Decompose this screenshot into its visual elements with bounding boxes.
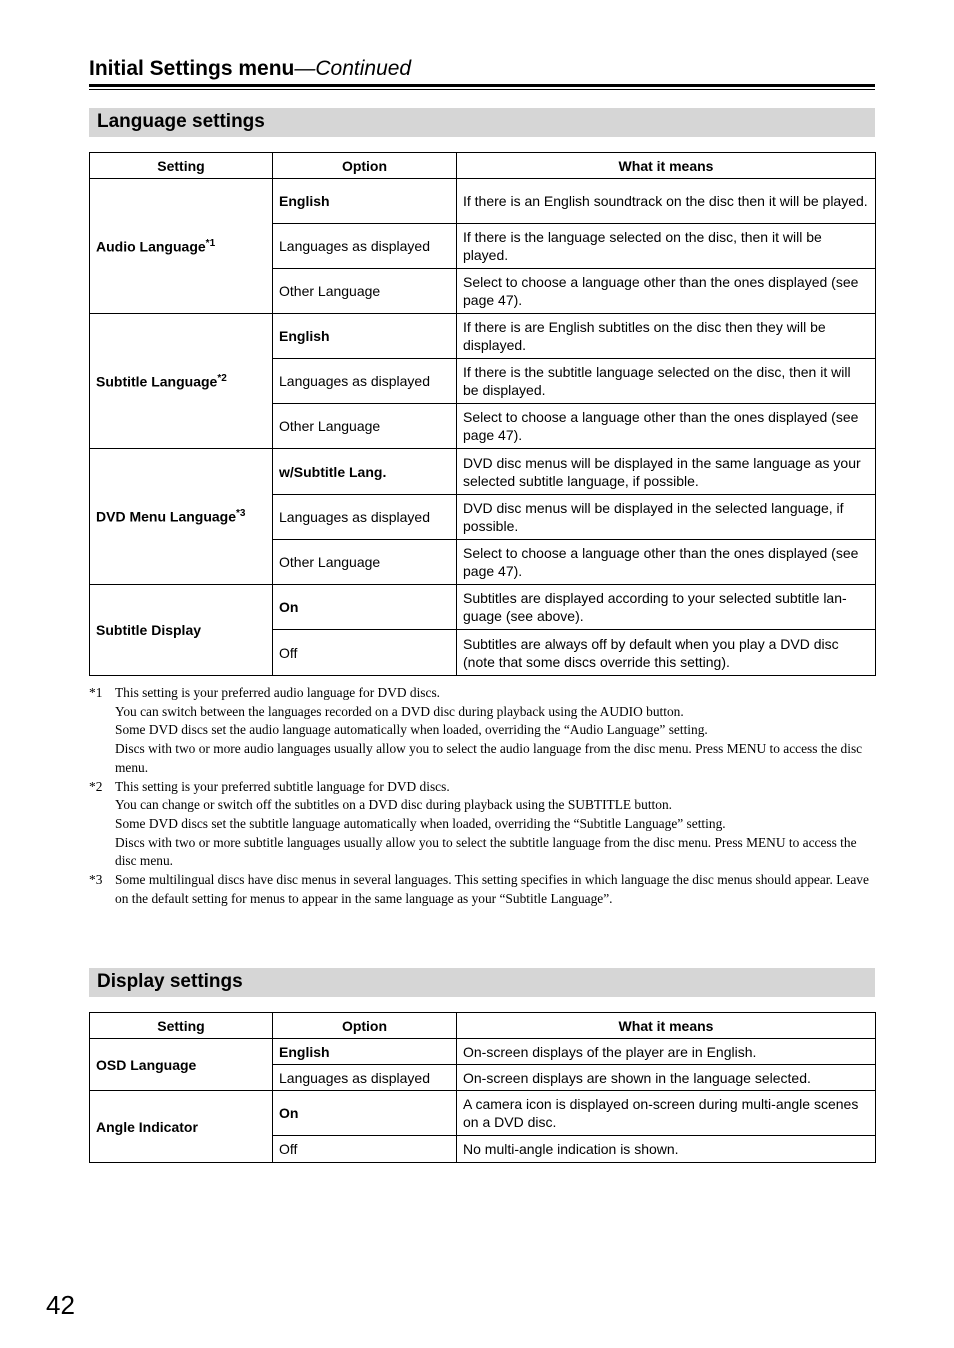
footnote-mark: *3 — [89, 872, 103, 888]
setting-cell — [90, 1039, 273, 1091]
option-cell: Off — [273, 1136, 457, 1163]
setting-cell — [90, 1091, 273, 1163]
table-row — [90, 1039, 876, 1065]
meaning-cell: If there is the language selected on the disc, then it will be played. — [457, 224, 876, 269]
footnote-line: You can change or switch off the subtitles on a DVD disc during playback using the SUBTITLE button. — [115, 797, 672, 813]
option-cell: Off — [273, 630, 457, 676]
page-number: 42 — [46, 1290, 75, 1320]
footnote-mark: *2 — [89, 778, 103, 794]
language-settings-title: Language settings — [97, 111, 265, 132]
footnote-ref: *3 — [236, 508, 246, 520]
header-rule-thick — [89, 84, 875, 87]
page-title-continued: —Continued — [294, 57, 412, 80]
option-cell: Languages as displayed — [273, 1065, 457, 1091]
meaning-cell: No multi-angle indication is shown. — [457, 1136, 876, 1163]
footnote-line: Some multilingual discs have disc menus in several languages. This setting specifies in which language the disc menus should appear. Leave on the default setting for menus to appear in the same language as your “Subtitle Language”. — [115, 872, 869, 906]
meaning-cell: Subtitles are displayed according to your selected subtitle lan-guage (see above). — [457, 585, 876, 630]
option-cell: On — [273, 1091, 457, 1136]
meaning-cell: DVD disc menus will be displayed in the selected language, if possible. — [457, 495, 876, 540]
table-header-row — [90, 1013, 876, 1039]
footnote-mark: *1 — [89, 685, 103, 700]
footnote-item — [89, 684, 875, 778]
option-cell: English — [273, 179, 457, 224]
footnotes — [89, 684, 875, 908]
table-header-row — [90, 153, 876, 179]
meaning-cell: DVD disc menus will be displayed in the same language as your selected subtitle language, if possible. — [457, 449, 876, 495]
meaning-cell: Select to choose a language other than the ones displayed (see page 47). — [457, 540, 876, 585]
footnote-ref: *2 — [217, 372, 227, 384]
setting-label: Audio Language — [96, 238, 206, 255]
setting-cell — [90, 585, 273, 676]
footnote-line: Some DVD discs set the subtitle language automatically when loaded, overriding the “Subtitle Language” setting. — [115, 815, 726, 831]
footnote-line: This setting is your preferred subtitle language for DVD discs. — [115, 778, 450, 794]
option-cell: Other Language — [273, 269, 457, 314]
table-row — [90, 1091, 876, 1136]
footnote-line: Some DVD discs set the audio language automatically when loaded, overriding the “Audio Language” setting. — [115, 722, 708, 738]
page-title-main: Initial Settings menu — [89, 57, 295, 80]
setting-label: Subtitle Display — [96, 622, 202, 638]
column-header: Option — [273, 1013, 457, 1039]
column-header: Option — [273, 153, 457, 179]
page-header — [89, 55, 875, 90]
meaning-cell: Select to choose a language other than the ones displayed (see page 47). — [457, 404, 876, 449]
option-cell: English — [273, 314, 457, 359]
meaning-cell: Select to choose a language other than the ones displayed (see page 47). — [457, 269, 876, 314]
setting-cell — [90, 314, 273, 449]
meaning-cell: Subtitles are always off by default when you play a DVD disc (note that some discs override this setting). — [457, 630, 876, 676]
meaning-cell: If there is the subtitle language selected on the disc, then it will be displayed. — [457, 359, 876, 404]
option-cell: Other Language — [273, 404, 457, 449]
footnote-line: Discs with two or more audio languages usually allow you to select the audio language from the disc menu. Press MENU to access the disc menu. — [115, 741, 863, 775]
option-cell: Languages as displayed — [273, 359, 457, 404]
table-row — [90, 179, 876, 224]
display-settings-heading — [89, 968, 875, 997]
footnote-text — [115, 778, 875, 872]
footnote-item — [89, 871, 875, 908]
language-settings-heading — [89, 108, 875, 137]
footnote-text — [115, 684, 875, 778]
setting-label: DVD Menu Language — [96, 508, 237, 525]
meaning-cell: On-screen displays are shown in the language selected. — [457, 1065, 876, 1091]
meaning-cell: If there is an English soundtrack on the disc then it will be played. — [457, 179, 876, 224]
table-row — [90, 585, 876, 630]
column-header: What it means — [457, 153, 876, 179]
table-row — [90, 449, 876, 495]
option-cell: On — [273, 585, 457, 630]
option-cell: Languages as displayed — [273, 224, 457, 269]
setting-label: Subtitle Language — [96, 373, 218, 390]
meaning-cell: On-screen displays of the player are in English. — [457, 1039, 876, 1065]
display-settings-title: Display settings — [97, 971, 243, 992]
setting-label: OSD Language — [96, 1056, 197, 1073]
page-title — [89, 55, 875, 83]
footnote-line: Discs with two or more subtitle languages usually allow you to select the subtitle language from the disc menu. Press MENU to access the disc menu. — [115, 834, 857, 869]
column-header: Setting — [90, 153, 273, 179]
meaning-cell: If there is are English subtitles on the disc then they will be displayed. — [457, 314, 876, 359]
footnote-text — [115, 871, 875, 908]
column-header: What it means — [457, 1013, 876, 1039]
column-header: Setting — [90, 1013, 273, 1039]
option-cell: w/Subtitle Lang. — [273, 449, 457, 495]
option-cell: Languages as displayed — [273, 495, 457, 540]
language-settings-table — [89, 152, 876, 676]
option-cell: English — [273, 1039, 457, 1065]
footnote-item — [89, 778, 875, 872]
display-settings-table — [89, 1012, 876, 1163]
header-rule-thin — [89, 89, 875, 90]
table-row — [90, 314, 876, 359]
setting-cell — [90, 179, 273, 314]
footnote-line: This setting is your preferred audio language for DVD discs. — [115, 685, 441, 700]
setting-cell — [90, 449, 273, 585]
footnote-line: You can switch between the languages recorded on a DVD disc during playback using the AUDIO button. — [115, 703, 684, 719]
setting-label: Angle Indicator — [96, 1118, 198, 1135]
footnote-ref: *1 — [205, 237, 216, 249]
option-cell: Other Language — [273, 540, 457, 585]
meaning-cell: A camera icon is displayed on-screen during multi-angle scenes on a DVD disc. — [457, 1091, 876, 1136]
